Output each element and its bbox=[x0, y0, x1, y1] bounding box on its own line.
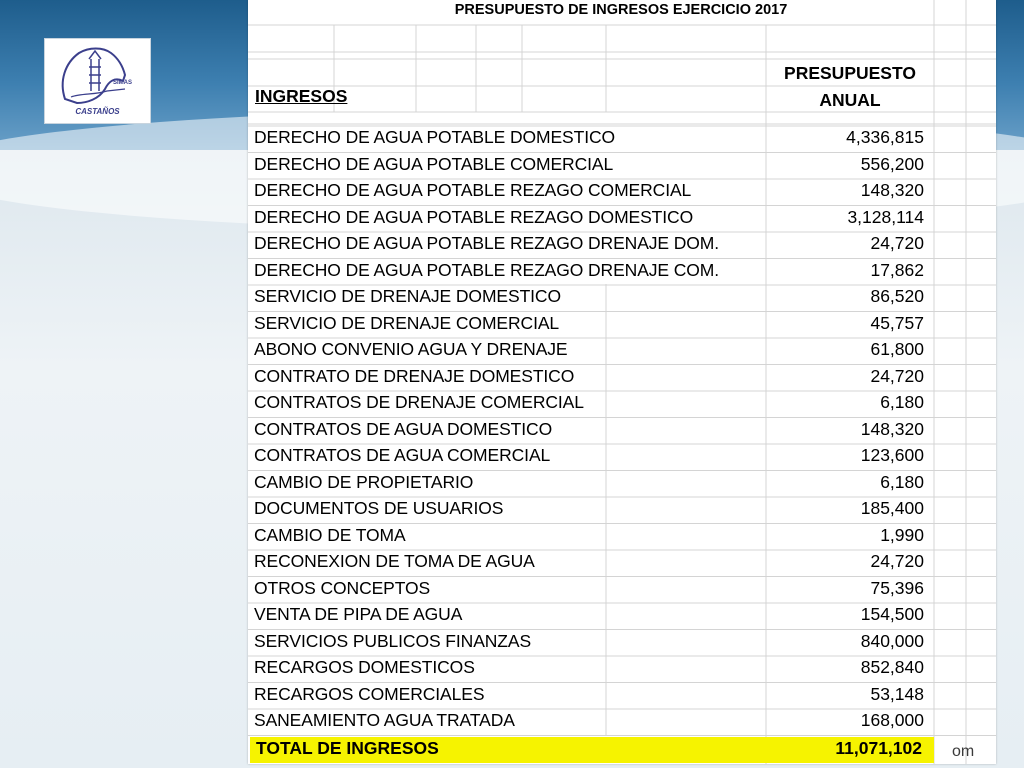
row-value: 75,396 bbox=[870, 577, 924, 598]
table-row bbox=[248, 550, 996, 577]
table-row bbox=[248, 312, 996, 339]
row-label: DERECHO DE AGUA POTABLE REZAGO DRENAJE DOM. bbox=[254, 233, 720, 253]
table-row bbox=[248, 709, 996, 736]
row-value: 840,000 bbox=[860, 630, 924, 651]
total-row bbox=[250, 737, 934, 763]
table-row bbox=[248, 444, 996, 471]
row-label: DOCUMENTOS DE USUARIOS bbox=[254, 498, 504, 518]
income-rows bbox=[248, 126, 996, 736]
row-label: ABONO CONVENIO AGUA Y DRENAJE bbox=[254, 339, 568, 359]
header-presupuesto-line1: PRESUPUESTO bbox=[784, 63, 916, 83]
row-label: RECARGOS DOMESTICOS bbox=[254, 657, 475, 677]
column-header-presupuesto bbox=[766, 60, 934, 114]
budget-spreadsheet bbox=[248, 0, 996, 764]
table-row bbox=[248, 206, 996, 233]
row-label: VENTA DE PIPA DE AGUA bbox=[254, 604, 463, 624]
logo-small-text: SIMAS bbox=[113, 80, 133, 86]
row-value: 24,720 bbox=[870, 365, 924, 386]
table-row bbox=[248, 365, 996, 392]
total-label: TOTAL DE INGRESOS bbox=[256, 738, 439, 758]
row-label: CAMBIO DE TOMA bbox=[254, 524, 406, 545]
row-label: CONTRATOS DE DRENAJE COMERCIAL bbox=[254, 392, 584, 412]
row-value: 1,990 bbox=[880, 524, 924, 545]
row-value: 61,800 bbox=[870, 339, 924, 359]
table-row bbox=[248, 179, 996, 206]
table-row bbox=[248, 630, 996, 657]
table-row bbox=[248, 285, 996, 312]
row-value: 4,336,815 bbox=[846, 127, 924, 147]
table-row bbox=[248, 153, 996, 180]
corner-text: om bbox=[952, 743, 975, 760]
row-label: DERECHO DE AGUA POTABLE COMERCIAL bbox=[254, 153, 614, 174]
table-row bbox=[248, 418, 996, 445]
table-row bbox=[248, 471, 996, 498]
row-value: 3,128,114 bbox=[847, 206, 924, 227]
table-row bbox=[248, 338, 996, 365]
row-label: SANEAMIENTO AGUA TRATADA bbox=[254, 710, 515, 730]
total-value: 11,071,102 bbox=[835, 738, 922, 758]
row-value: 24,720 bbox=[870, 233, 924, 253]
table-row bbox=[248, 391, 996, 418]
row-value: 24,720 bbox=[870, 551, 924, 571]
row-value: 852,840 bbox=[860, 657, 924, 677]
row-label: SERVICIOS PUBLICOS FINANZAS bbox=[254, 630, 532, 651]
row-value: 6,180 bbox=[880, 392, 924, 412]
table-row bbox=[248, 126, 996, 153]
row-label: OTROS CONCEPTOS bbox=[254, 577, 431, 598]
row-value: 53,148 bbox=[870, 683, 924, 704]
row-label: RECARGOS COMERCIALES bbox=[254, 683, 485, 704]
row-label: SERVICIO DE DRENAJE COMERCIAL bbox=[254, 312, 560, 333]
table-row bbox=[248, 603, 996, 630]
row-value: 6,180 bbox=[880, 471, 924, 492]
row-label: DERECHO DE AGUA POTABLE REZAGO DRENAJE COM. bbox=[254, 259, 720, 280]
table-row bbox=[248, 524, 996, 551]
header-presupuesto-line2: ANUAL bbox=[819, 90, 881, 110]
row-label: RECONEXION DE TOMA DE AGUA bbox=[254, 551, 535, 571]
row-value: 123,600 bbox=[860, 445, 924, 465]
table-row bbox=[248, 683, 996, 710]
row-value: 154,500 bbox=[860, 604, 924, 624]
row-label: DERECHO DE AGUA POTABLE REZAGO DOMESTICO bbox=[254, 206, 694, 227]
row-value: 148,320 bbox=[860, 418, 924, 439]
table-row bbox=[248, 577, 996, 604]
sheet-title: PRESUPUESTO DE INGRESOS EJERCICIO 2017 bbox=[454, 2, 788, 18]
row-value: 148,320 bbox=[860, 180, 924, 200]
row-value: 168,000 bbox=[860, 710, 924, 730]
row-value: 556,200 bbox=[860, 153, 924, 174]
row-value: 45,757 bbox=[870, 312, 924, 333]
row-label: DERECHO DE AGUA POTABLE REZAGO COMERCIAL bbox=[254, 180, 692, 200]
row-value: 185,400 bbox=[860, 498, 924, 518]
row-label: SERVICIO DE DRENAJE DOMESTICO bbox=[254, 286, 561, 306]
row-value: 86,520 bbox=[870, 286, 924, 306]
table-row bbox=[248, 232, 996, 259]
logo-name: CASTAÑOS bbox=[75, 107, 120, 116]
table-row bbox=[248, 497, 996, 524]
table-row bbox=[248, 259, 996, 286]
row-label: CONTRATOS DE AGUA COMERCIAL bbox=[254, 445, 551, 465]
row-label: CONTRATOS DE AGUA DOMESTICO bbox=[254, 418, 553, 439]
table-row bbox=[248, 656, 996, 683]
row-label: CAMBIO DE PROPIETARIO bbox=[254, 471, 474, 492]
row-value: 17,862 bbox=[870, 259, 924, 280]
column-header-ingresos: INGRESOS bbox=[255, 86, 348, 106]
row-label: CONTRATO DE DRENAJE DOMESTICO bbox=[254, 365, 575, 386]
simas-logo bbox=[44, 38, 151, 124]
row-label: DERECHO DE AGUA POTABLE DOMESTICO bbox=[254, 127, 616, 147]
